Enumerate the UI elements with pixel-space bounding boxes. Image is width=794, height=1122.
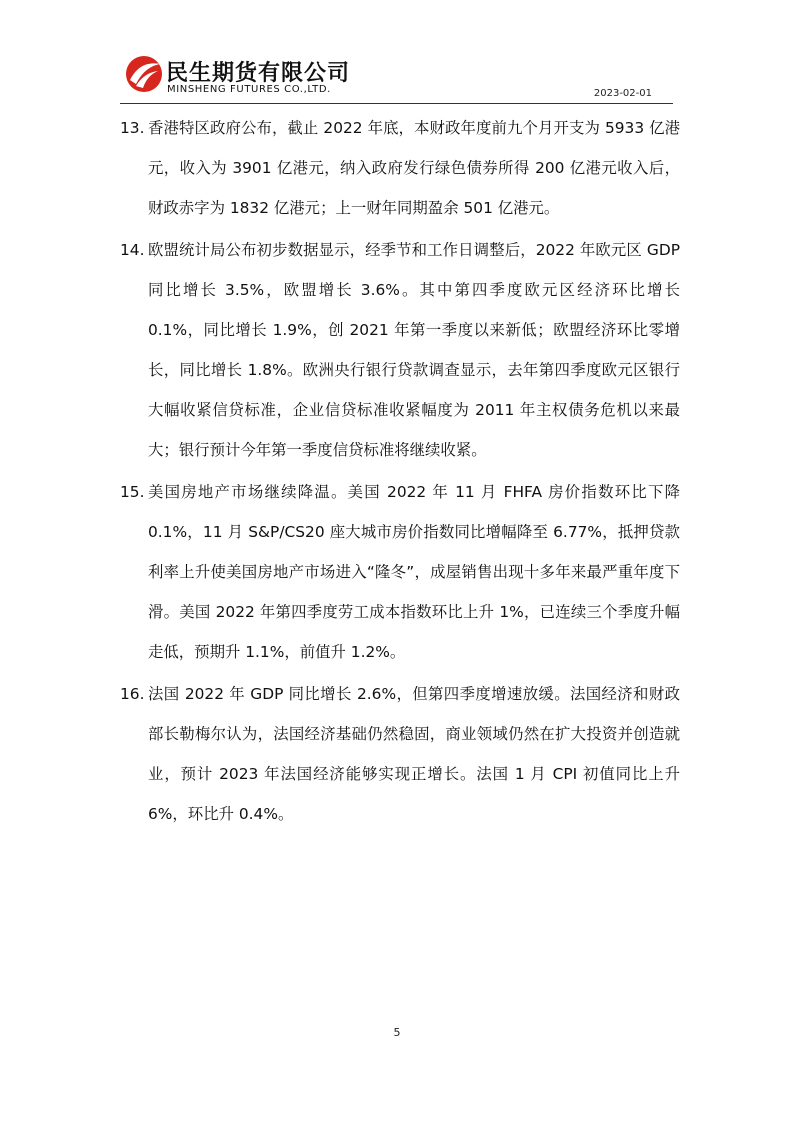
news-item-16 [120, 674, 680, 834]
item-number: 16. [120, 685, 145, 703]
company-name-cn: 民生期货有限公司 [166, 61, 351, 86]
item-number: 14. [120, 241, 145, 259]
report-date: 2023-02-01 [593, 88, 652, 99]
item-number: 13. [120, 119, 145, 137]
company-name-en: MINSHENG FUTURES CO.,LTD. [167, 84, 331, 95]
item-text: 香港特区政府公布，截止 2022 年底，本财政年度前九个月开支为 5933 亿港元，收入为 3901 亿港元，纳入政府发行绿色债券所得 200 亿港元收入后，财政赤字为 1832 亿港元；上一财年同期盈余 501 亿港元。 [148, 119, 680, 217]
news-item-15 [120, 472, 680, 672]
item-text: 欧盟统计局公布初步数据显示，经季节和工作日调整后，2022 年欧元区 GDP 同比增长 3.5%，欧盟增长 3.6%。其中第四季度欧元区经济环比增长 0.1%，同比增长 1.9%，创 2021 年第一季度以来新低；欧盟经济环比零增长，同比增长 1.8%。欧洲央行银行贷款调查显示，去年第四季度欧元区银行大幅收紧信贷标准，企业信贷标准收紧幅度为 2011 年主权债务危机以来最大；银行预计今年第一季度信贷标准将继续收紧。 [148, 241, 680, 459]
item-text: 法国 2022 年 GDP 同比增长 2.6%，但第四季度增速放缓。法国经济和财政部长勒梅尔认为，法国经济基础仍然稳固，商业领域仍然在扩大投资并创造就业，预计 2023 年法国经济能够实现正增长。法国 1 月 CPI 初值同比上升 6%，环比升 0.4%。 [148, 685, 680, 823]
item-number: 15. [120, 483, 145, 501]
news-list [120, 108, 680, 834]
news-item-14 [120, 230, 680, 470]
news-item-13 [120, 108, 680, 228]
page-header [0, 0, 794, 110]
item-text: 美国房地产市场继续降温。美国 2022 年 11 月 FHFA 房价指数环比下降 0.1%，11 月 S&P/CS20 座大城市房价指数同比增幅降至 6.77%，抵押贷款利率上升使美国房地产市场进入“隆冬”，成屋销售出现十多年来最严重年度下滑。美国 2022 年第四季度劳工成本指数环比上升 1%，已连续三个季度升幅走低，预期升 1.1%，前值升 1.2%。 [148, 483, 680, 661]
header-divider [120, 103, 673, 104]
minsheng-logo-icon [124, 54, 164, 94]
page-number: 5 [393, 1026, 401, 1039]
